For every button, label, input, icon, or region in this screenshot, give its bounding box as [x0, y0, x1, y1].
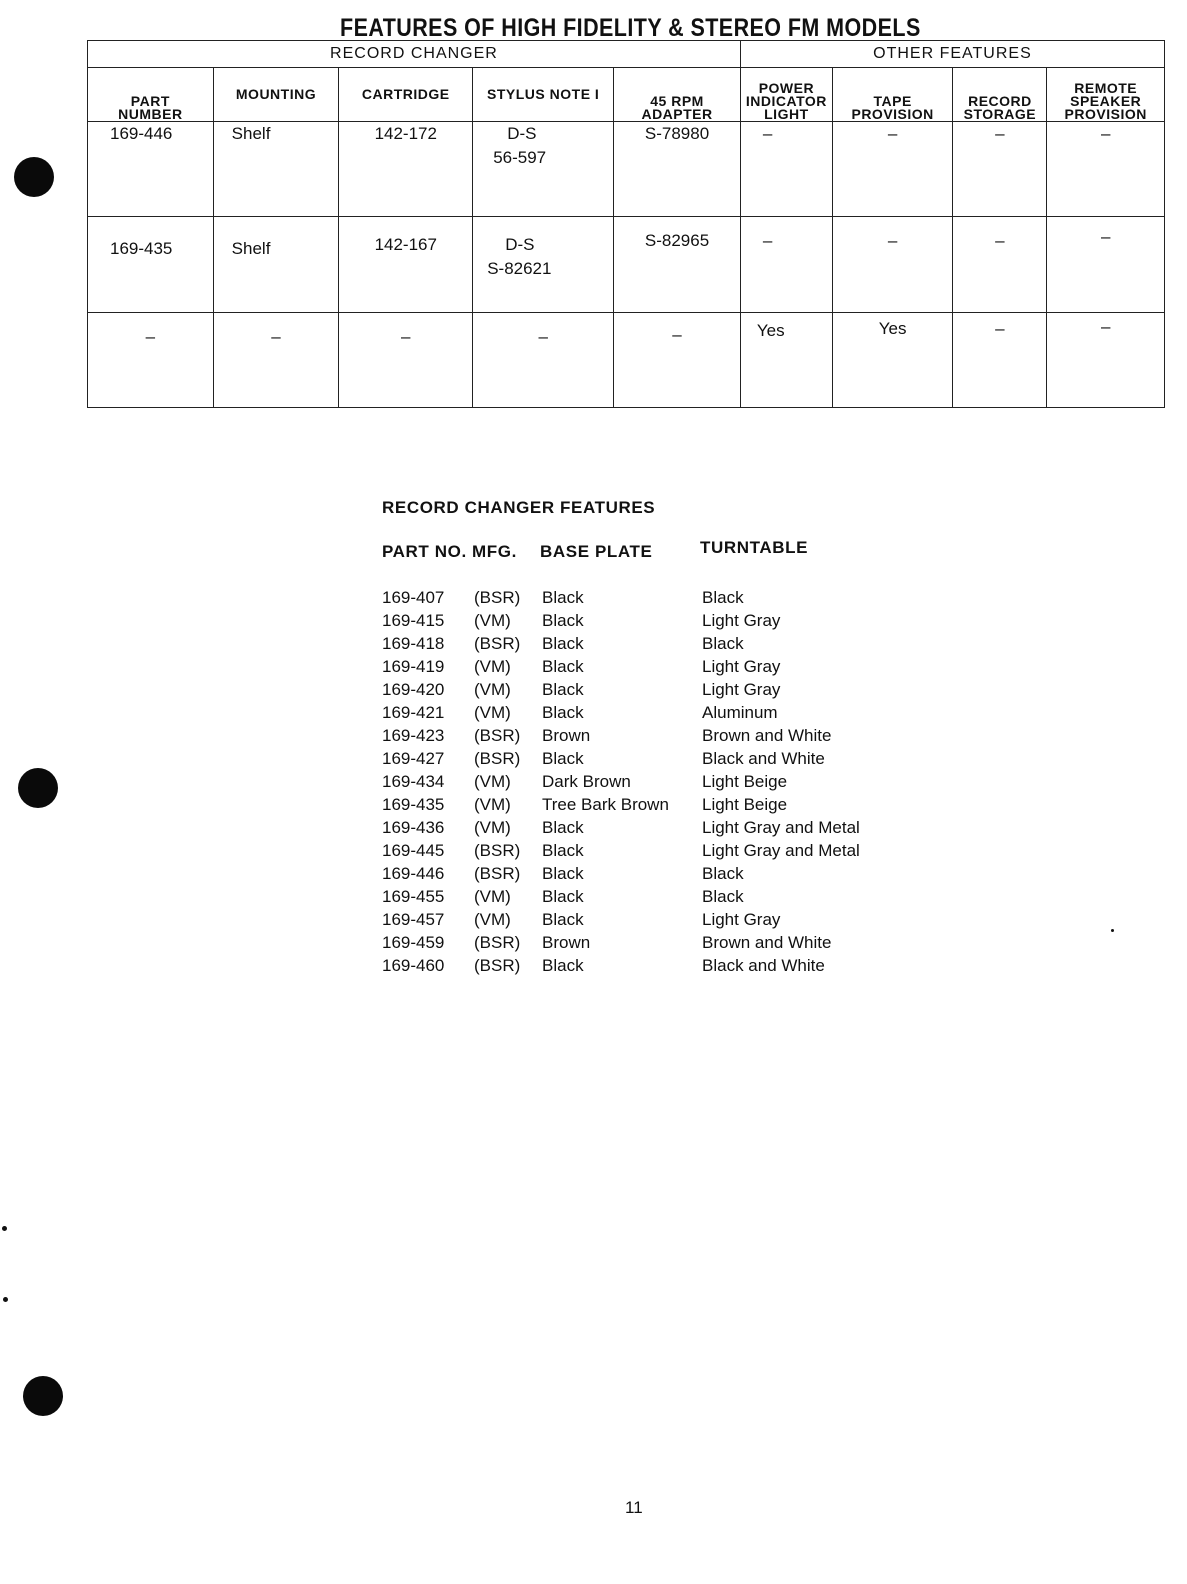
list-item — [382, 887, 922, 910]
item-part-no: 169-435 — [382, 795, 445, 814]
scan-speck — [1111, 929, 1114, 932]
cell-power: – — [762, 124, 773, 144]
cell-remote: – — [1100, 316, 1111, 336]
list-item — [382, 657, 922, 680]
record-changer-features — [382, 498, 922, 979]
item-base-plate: Tree Bark Brown — [542, 795, 669, 814]
item-part-no: 169-434 — [382, 772, 445, 791]
cell-stylus-part: 56-597 — [493, 148, 547, 168]
header-mounting: MOUNTING — [213, 68, 339, 122]
item-mfg: (BSR) — [474, 749, 521, 768]
item-mfg: (BSR) — [474, 956, 521, 975]
section-header — [382, 538, 922, 566]
list-item — [382, 703, 922, 726]
item-base-plate: Dark Brown — [542, 772, 631, 791]
page-title: FEATURES OF HIGH FIDELITY & STEREO FM MODELS — [340, 14, 921, 42]
item-mfg: (VM) — [474, 657, 511, 676]
list-item — [382, 864, 922, 887]
header-adapter: 45 RPM ADAPTER — [614, 68, 741, 122]
item-mfg: (VM) — [474, 910, 511, 929]
header-cartridge: CARTRIDGE — [339, 68, 473, 122]
item-mfg: (VM) — [474, 611, 511, 630]
item-base-plate: Black — [542, 956, 584, 975]
binder-hole — [14, 157, 54, 197]
item-base-plate: Black — [542, 841, 584, 860]
cell-stylus-part: S-82621 — [487, 259, 552, 279]
group-record-changer: RECORD CHANGER — [88, 41, 741, 68]
list-item — [382, 772, 922, 795]
cell-storage: – — [995, 231, 1005, 251]
item-part-no: 169-420 — [382, 680, 445, 699]
item-base-plate: Brown — [542, 933, 591, 952]
record-changer-list — [382, 588, 922, 979]
cell-remote: – — [1100, 227, 1111, 247]
header-record-storage: RECORD STORAGE — [953, 68, 1047, 122]
binder-hole — [23, 1376, 63, 1416]
scan-speck — [3, 1297, 8, 1302]
cell-stylus: D-S — [505, 235, 535, 255]
item-turntable: Light Beige — [702, 772, 788, 791]
cell-adapter: – — [672, 324, 682, 344]
item-base-plate: Black — [542, 887, 584, 906]
item-turntable: Brown and White — [702, 726, 832, 745]
list-item — [382, 749, 922, 772]
cell-tape: – — [887, 231, 898, 251]
cell-power: Yes — [756, 320, 785, 340]
cell-tape: – — [887, 124, 898, 144]
item-mfg: (VM) — [474, 772, 511, 791]
cell-part: – — [145, 326, 156, 346]
item-turntable: Light Gray and Metal — [702, 841, 860, 860]
cell-mounting: Shelf — [231, 239, 271, 259]
header-stylus: STYLUS NOTE I — [473, 68, 614, 122]
item-turntable: Light Gray — [702, 910, 781, 929]
item-base-plate: Black — [542, 818, 584, 837]
item-base-plate: Black — [542, 749, 584, 768]
item-part-no: 169-421 — [382, 703, 445, 722]
item-mfg: (BSR) — [474, 864, 521, 883]
item-base-plate: Black — [542, 657, 584, 676]
item-base-plate: Brown — [542, 726, 591, 745]
item-part-no: 169-446 — [382, 864, 445, 883]
item-base-plate: Black — [542, 910, 584, 929]
cell-cartridge: – — [401, 326, 411, 346]
page-number: 11 — [625, 1498, 643, 1517]
item-turntable: Light Gray — [702, 611, 781, 630]
list-item — [382, 634, 922, 657]
item-part-no: 169-445 — [382, 841, 445, 860]
item-part-no: 169-459 — [382, 933, 445, 952]
item-mfg: (VM) — [474, 818, 511, 837]
list-item — [382, 588, 922, 611]
header-remote-speaker: REMOTE SPEAKER PROVISION — [1047, 68, 1165, 122]
cell-storage: – — [995, 318, 1005, 338]
item-part-no: 169-436 — [382, 818, 445, 837]
cell-stylus: D-S — [507, 124, 537, 144]
header-part-number: PART NUMBER — [88, 68, 214, 122]
header-tape-provision: TAPE PROVISION — [832, 68, 953, 122]
cell-remote: – — [1100, 124, 1111, 144]
list-item — [382, 956, 922, 979]
cell-part: 169-435 — [110, 239, 173, 259]
cell-storage: – — [995, 124, 1005, 144]
cell-part: 169-446 — [110, 124, 173, 144]
item-turntable: Black — [702, 588, 744, 607]
scan-speck — [2, 1226, 7, 1231]
cell-cartridge: 142-167 — [374, 235, 437, 255]
item-mfg: (VM) — [474, 795, 511, 814]
item-turntable: Black — [702, 864, 744, 883]
item-part-no: 169-460 — [382, 956, 445, 975]
cell-mounting: – — [271, 326, 281, 346]
item-mfg: (BSR) — [474, 841, 521, 860]
header-power-indicator: POWER INDICATOR LIGHT — [740, 68, 832, 122]
cell-power: – — [762, 231, 773, 251]
item-turntable: Brown and White — [702, 933, 832, 952]
item-turntable: Light Beige — [702, 795, 788, 814]
item-turntable: Black — [702, 887, 744, 906]
list-item — [382, 933, 922, 956]
header-base-plate: BASE PLATE — [540, 542, 653, 561]
table-row — [88, 217, 1165, 312]
list-item — [382, 818, 922, 841]
cell-adapter: S-82965 — [644, 231, 710, 251]
item-mfg: (VM) — [474, 680, 511, 699]
cell-adapter: S-78980 — [644, 124, 710, 144]
group-other-features: OTHER FEATURES — [740, 41, 1164, 68]
item-base-plate: Black — [542, 703, 584, 722]
item-base-plate: Black — [542, 588, 584, 607]
table-row — [88, 122, 1165, 217]
list-item — [382, 795, 922, 818]
item-mfg: (BSR) — [474, 933, 521, 952]
item-part-no: 169-419 — [382, 657, 445, 676]
cell-cartridge: 142-172 — [374, 124, 437, 144]
item-base-plate: Black — [542, 680, 584, 699]
item-part-no: 169-407 — [382, 588, 445, 607]
item-base-plate: Black — [542, 864, 584, 883]
item-mfg: (VM) — [474, 887, 511, 906]
list-item — [382, 910, 922, 933]
section-title: RECORD CHANGER FEATURES — [382, 498, 656, 517]
header-turntable: TURNTABLE — [700, 538, 809, 557]
item-part-no: 169-427 — [382, 749, 445, 768]
header-part-no: PART NO. — [382, 542, 467, 561]
header-mfg: MFG. — [472, 542, 517, 561]
item-turntable: Aluminum — [702, 703, 778, 722]
binder-hole — [18, 768, 58, 808]
cell-tape: Yes — [878, 318, 907, 338]
item-part-no: 169-415 — [382, 611, 445, 630]
item-part-no: 169-457 — [382, 910, 445, 929]
item-mfg: (VM) — [474, 703, 511, 722]
cell-stylus: – — [538, 326, 548, 346]
item-turntable: Black — [702, 634, 744, 653]
item-mfg: (BSR) — [474, 726, 521, 745]
item-turntable: Black and White — [702, 749, 825, 768]
item-turntable: Light Gray — [702, 657, 781, 676]
item-base-plate: Black — [542, 611, 584, 630]
list-item — [382, 680, 922, 703]
item-turntable: Black and White — [702, 956, 825, 975]
item-part-no: 169-423 — [382, 726, 445, 745]
list-item — [382, 841, 922, 864]
item-turntable: Light Gray — [702, 680, 781, 699]
cell-mounting: Shelf — [231, 124, 271, 144]
features-table — [87, 40, 1165, 408]
item-base-plate: Black — [542, 634, 584, 653]
list-item — [382, 726, 922, 749]
item-mfg: (BSR) — [474, 588, 521, 607]
item-part-no: 169-418 — [382, 634, 445, 653]
list-item — [382, 611, 922, 634]
table-row — [88, 312, 1165, 407]
item-mfg: (BSR) — [474, 634, 521, 653]
item-part-no: 169-455 — [382, 887, 445, 906]
item-turntable: Light Gray and Metal — [702, 818, 860, 837]
